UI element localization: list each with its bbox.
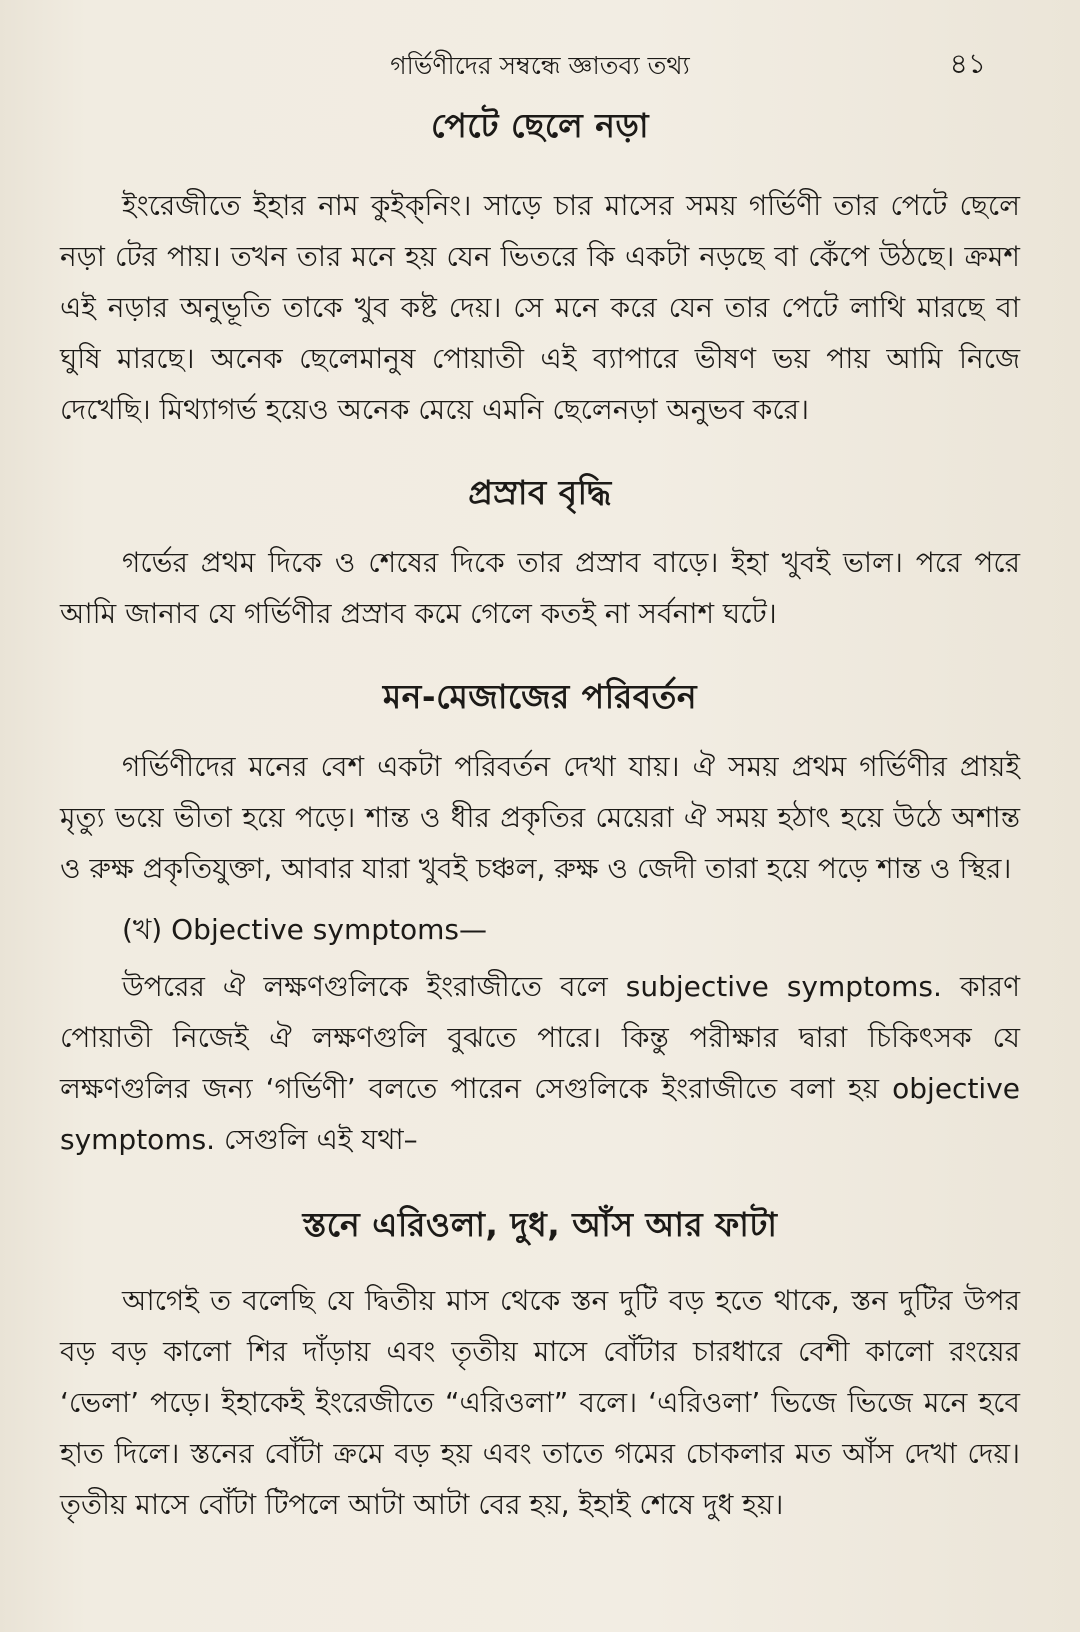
paragraph-mood-change: গর্ভিণীদের মনের বেশ একটা পরিবর্তন দেখা যায়। ঐ সময় প্রথম গর্ভিণীর প্রায়ই মৃত্যু ভয়ে ভীতা হয়ে পড়ে। শান্ত ও ধীর প্রকৃতির মেয়েরা ঐ সময় হঠাৎ হয়ে উঠে অশান্ত ও রুক্ষ প্রকৃতিযুক্তা, আবার যারা খুবই চঞ্চল, রুক্ষ ও জেদী তারা হয়ে পড়ে শান্ত ও স্থির।	[60, 750, 1020, 885]
paragraph-objective-label: (খ) Objective symptoms—	[122, 913, 487, 946]
paragraph-breast-signs: আগেই ত বলেছি যে দ্বিতীয় মাস থেকে স্তন দুটি বড় হতে থাকে, স্তন দুটির উপর বড় বড় কালো শির দাঁড়ায় এবং তৃতীয় মাসে বোঁটার চারধারে বেশী কালো রংয়ের ‘ভেলা’ পড়ে। ইহাকেই ইংরেজীতে “এরিওলা” বলে। ‘এরিওলা’ ভিজে ভিজে মনে হবে হাত দিলে। স্তনের বোঁটা ক্রমে বড় হয় এবং তাতে গমের চোকলার মত আঁস দেখা দেয়। তৃতীয় মাসে বোঁটা টিপলে আটা আটা বের হয়, ইহাই শেষে দুধ হয়।	[60, 1284, 1020, 1521]
running-header	[60, 38, 1020, 86]
paragraph-urination: গর্ভের প্রথম দিকে ও শেষের দিকে তার প্রস্রাব বাড়ে। ইহা খুবই ভাল। পরে পরে আমি জানাব যে গর্ভিণীর প্রস্রাব কমে গেলে কতই না সর্বনাশ ঘটে।	[60, 546, 1020, 630]
paragraph-quickening: ইংরেজীতে ইহার নাম কুইক্‌নিং। সাড়ে চার মাসের সময় গর্ভিণী তার পেটে ছেলে নড়া টের পায়। তখন তার মনে হয় যেন ভিতরে কি একটা নড়ছে বা কেঁপে উঠছে। ক্রমশ এই নড়ার অনুভূতি তাকে খুব কষ্ট দেয়। সে মনে করে যেন তার পেটে লাথি মারছে বা ঘুষি মারছে। অনেক ছেলেমানুষ পোয়াতী এই ব্যাপারে ভীষণ ভয় পায় আমি নিজে দেখেছি। মিথ্যাগর্ভ হয়েও অনেক মেয়ে এমনি ছেলেনড়া অনুভব করে।	[60, 189, 1020, 426]
paragraph-objective-symptoms: উপরের ঐ লক্ষণগুলিকে ইংরাজীতে বলে subjective symptoms. কারণ পোয়াতী নিজেই ঐ লক্ষণগুলি বুঝতে পারে। কিন্তু পরীক্ষার দ্বারা চিকিৎসক যে লক্ষণগুলির জন্য ‘গর্ভিণী’ বলতে পারেন সেগুলিকে ইংরাজীতে বলা হয় objective symptoms. সেগুলি এই যথা–	[60, 970, 1020, 1156]
page-number: ৪১	[949, 47, 986, 80]
section-heading-mood-change: মন-মেজাজের পরিবর্তন	[382, 677, 698, 716]
section-heading-breast-signs: স্তনে এরিওলা, দুধ, আঁস আর ফাটা	[302, 1205, 778, 1244]
section-heading-urination: প্রস্রাব বৃদ্ধি	[468, 473, 612, 512]
section-heading-quickening: পেটে ছেলে নড়া	[430, 106, 650, 145]
running-title: গর্ভিণীদের সম্বন্ধে জ্ঞাতব্য তথ্য	[390, 51, 690, 80]
